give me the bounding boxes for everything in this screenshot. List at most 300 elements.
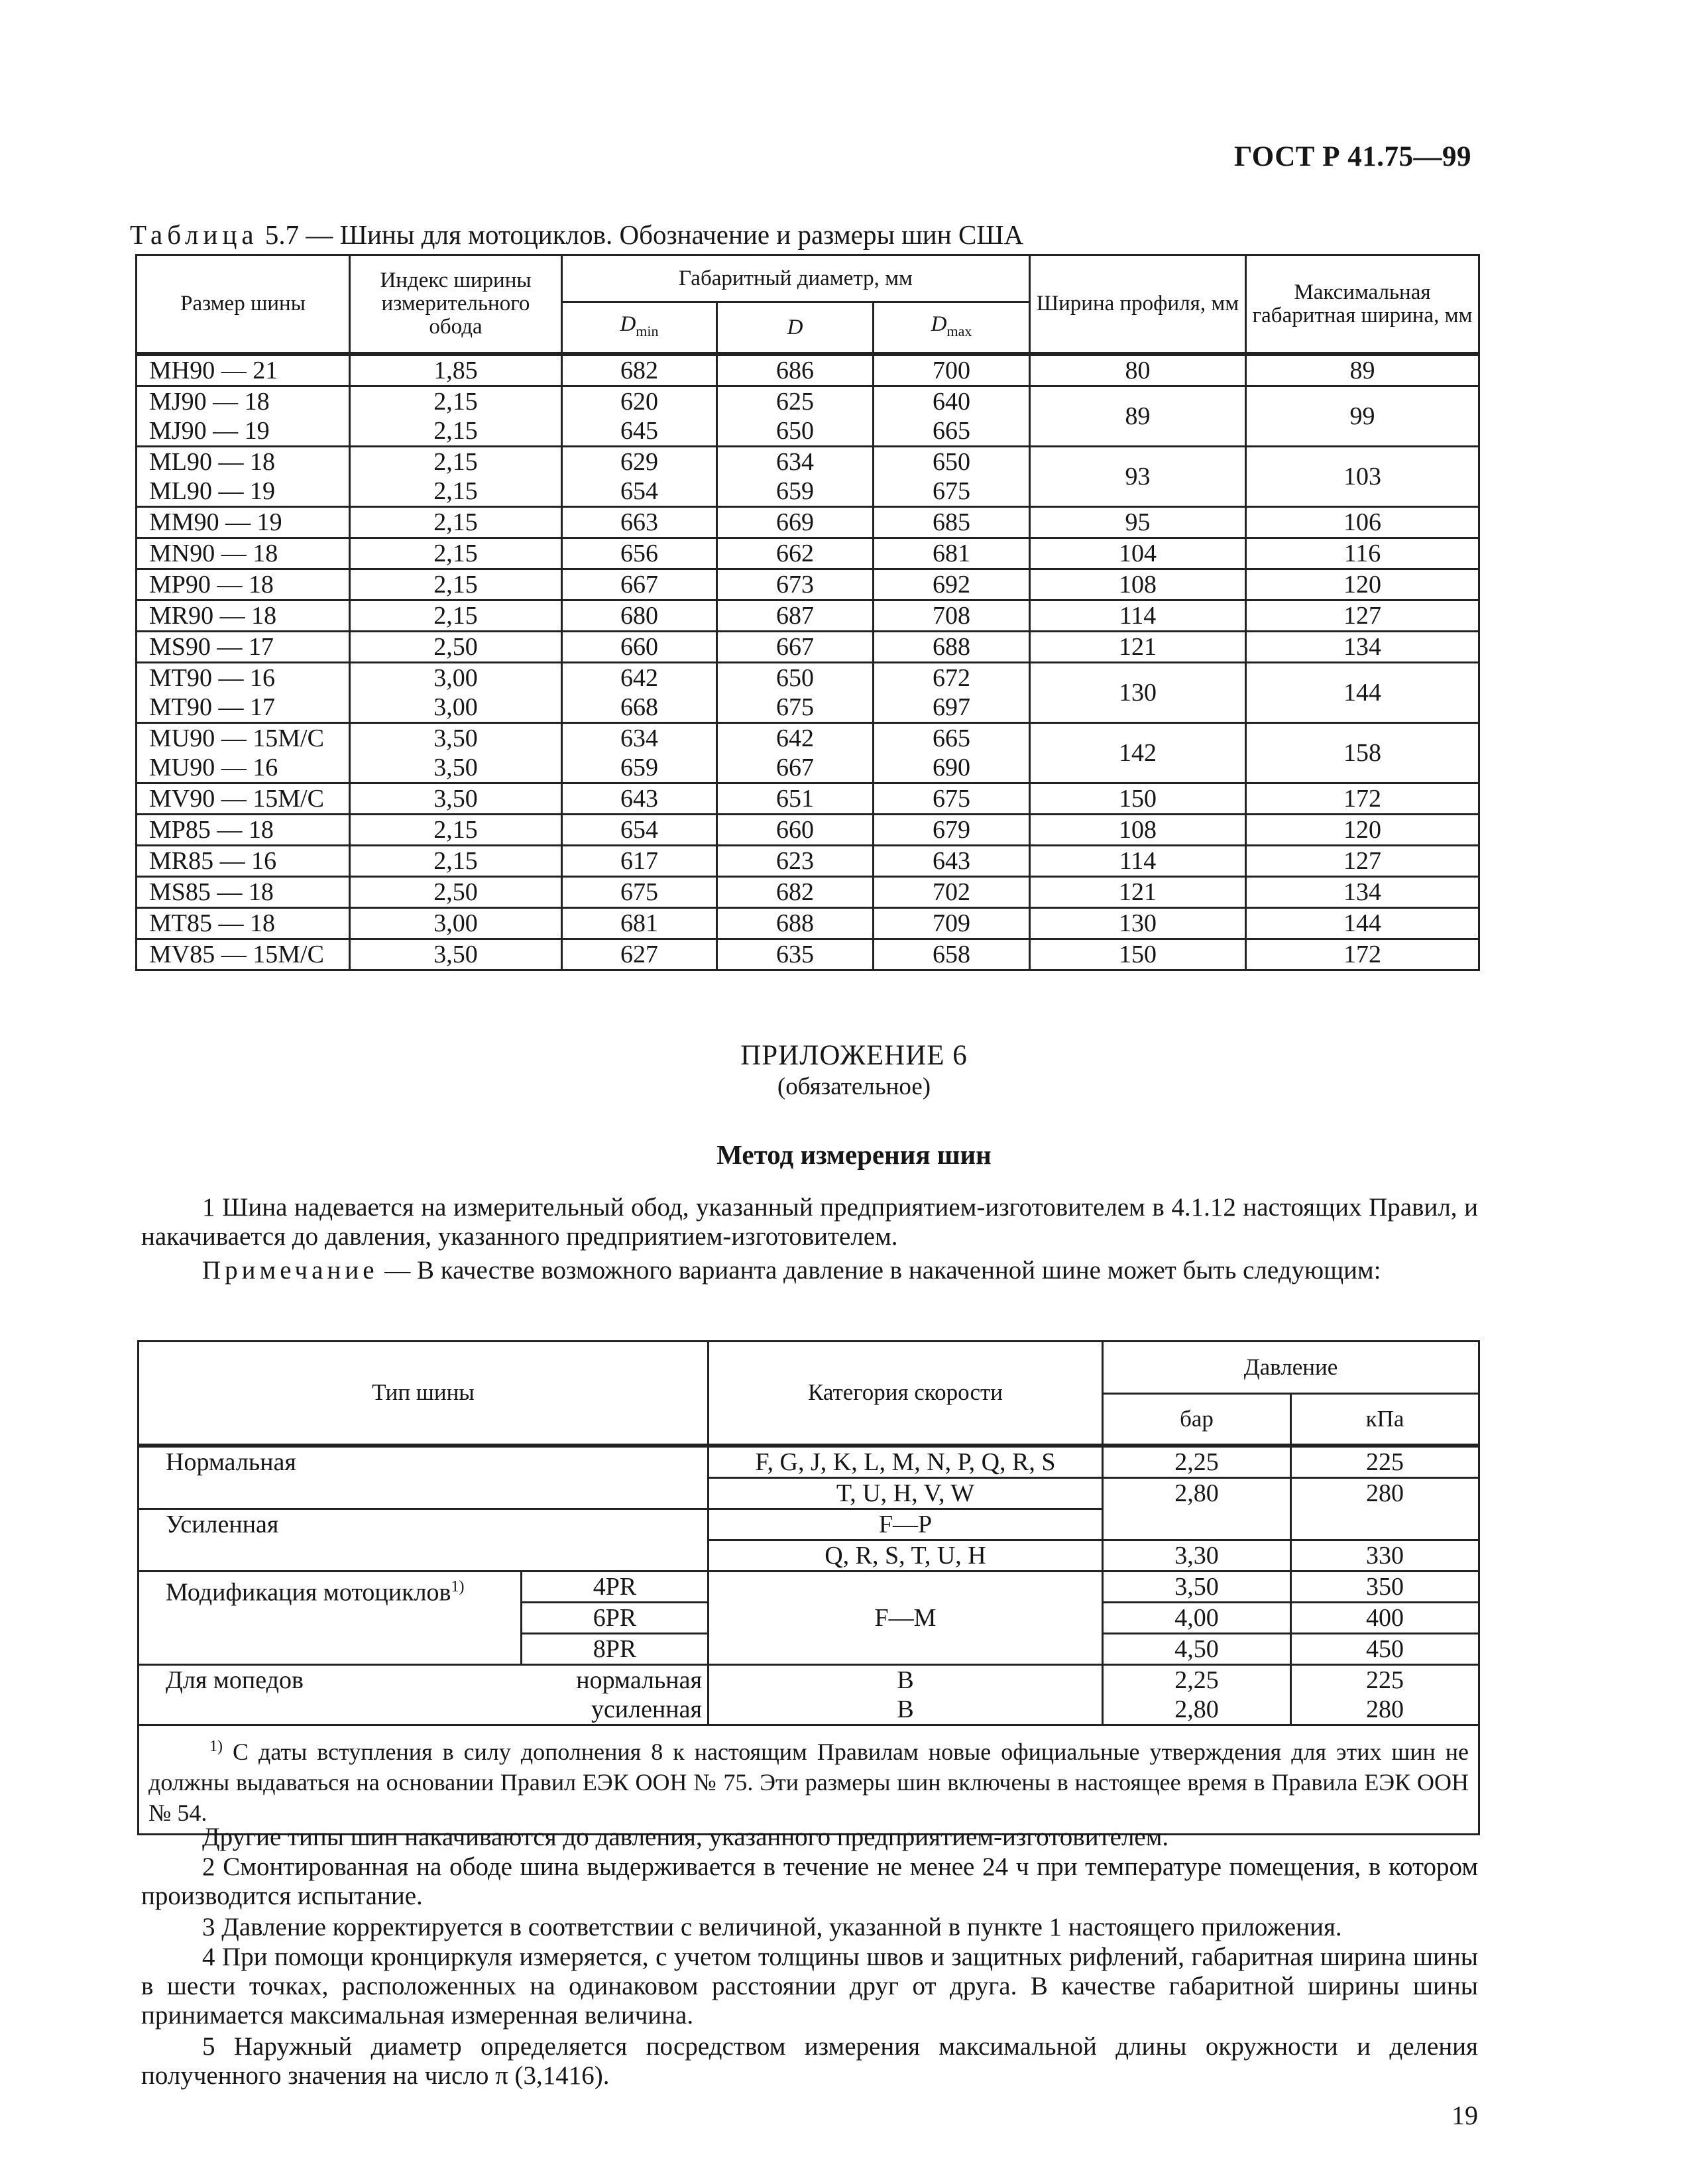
cell-dmax <box>874 939 1030 970</box>
cell-max-width: 106 <box>1246 507 1479 538</box>
cell-size <box>137 601 350 632</box>
table-row <box>137 663 1479 723</box>
cell-rim-index <box>350 507 562 538</box>
cell-dmax-line: 700 <box>933 357 970 384</box>
cell-size-line: MU90 — 16 <box>149 754 278 781</box>
reinforced-cat-2: Q, R, S, T, U, H <box>709 1540 1103 1571</box>
cell-dmin-line: 629 <box>620 448 658 476</box>
cell-d <box>717 538 874 569</box>
cell-rim-index <box>350 723 562 783</box>
cell-dmin <box>562 507 717 538</box>
cell-rim-index <box>350 663 562 723</box>
table-row <box>137 632 1479 663</box>
col-pressure: Давление <box>1103 1342 1479 1394</box>
cell-dmin <box>562 538 717 569</box>
cell-size-line: MJ90 — 19 <box>149 417 270 445</box>
cell-dmin-line: 668 <box>620 693 658 721</box>
cell-size <box>137 939 350 970</box>
table-row <box>137 507 1479 538</box>
table-row <box>137 783 1479 815</box>
cell-rim-index-line: 2,15 <box>433 816 478 844</box>
cell-d <box>717 569 874 601</box>
cell-profile-width: 114 <box>1030 846 1246 877</box>
cell-dmin <box>562 783 717 815</box>
cell-dmin-line: 660 <box>620 633 658 661</box>
cell-dmax-line: 643 <box>933 847 970 875</box>
cell-size <box>137 908 350 939</box>
pressure-table <box>137 1340 1480 1835</box>
cell-profile-width: 114 <box>1030 601 1246 632</box>
cell-dmin-line: 656 <box>620 540 658 567</box>
cell-d <box>717 354 874 386</box>
cell-rim-index-line: 3,50 <box>433 754 478 781</box>
cell-d <box>717 632 874 663</box>
moto-kpa-8: 450 <box>1291 1633 1479 1664</box>
cell-size <box>137 877 350 908</box>
cell-profile-width: 150 <box>1030 783 1246 815</box>
cell-max-width: 172 <box>1246 939 1479 970</box>
cell-d <box>717 663 874 723</box>
dmax-sub: max <box>946 322 972 339</box>
moto-pr-6: 6PR <box>522 1602 709 1633</box>
moto-kpa-4: 350 <box>1291 1571 1479 1602</box>
cell-profile-width: 130 <box>1030 908 1246 939</box>
cell-size-line: MH90 — 21 <box>149 357 278 384</box>
cell-size-line: MN90 — 18 <box>149 540 278 567</box>
cell-size-line: MV90 — 15M/C <box>149 785 324 813</box>
cell-dmin-line: 681 <box>620 909 658 937</box>
cell-rim-index-line: 2,50 <box>433 633 478 661</box>
cell-dmin-line: 663 <box>620 508 658 536</box>
cell-dmin-line: 620 <box>620 388 658 416</box>
cell-d-line: 667 <box>776 754 814 781</box>
page-number: 19 <box>1452 2100 1478 2130</box>
dmin-sub: min <box>636 322 659 339</box>
cell-dmax <box>874 908 1030 939</box>
cell-rim-index-line: 2,15 <box>433 388 478 416</box>
cell-d-line: 634 <box>776 448 814 476</box>
moped-bar-reinforced: 2,80 <box>1103 1695 1291 1725</box>
paragraph-4-text: 4 При помощи кронциркуля измеряется, с учетом толщины швов и защитных рифлений, габаритная ширина шины в шести точках, расположенных на одинаковом расстоянии друг от друга. В качестве габаритной ширины шины принимается максимальная измеренная величина. <box>141 1943 1478 2030</box>
cell-d-line: 659 <box>776 477 814 505</box>
table-row <box>137 386 1479 447</box>
col-size: Размер шины <box>137 255 350 355</box>
note-label: Примечание <box>202 1256 378 1285</box>
cell-size-line: MJ90 — 18 <box>149 388 270 416</box>
moped-sub-normal: нормальная <box>522 1664 709 1695</box>
cell-d <box>717 447 874 507</box>
reinforced-cat-1: F—P <box>709 1509 1103 1540</box>
cell-dmin <box>562 939 717 970</box>
cell-dmax <box>874 663 1030 723</box>
cell-d <box>717 783 874 815</box>
cell-size-line: MT90 — 17 <box>149 693 275 721</box>
moto-kpa-6: 400 <box>1291 1602 1479 1633</box>
cell-max-width: 116 <box>1246 538 1479 569</box>
paragraph-other <box>141 1823 1478 1852</box>
cell-profile-width: 121 <box>1030 632 1246 663</box>
cell-size <box>137 846 350 877</box>
cell-dmax-line: 702 <box>933 878 970 906</box>
type-reinforced: Усиленная <box>139 1509 709 1540</box>
cell-dmin-line: 627 <box>620 941 658 968</box>
cell-d <box>717 601 874 632</box>
cell-max-width: 127 <box>1246 601 1479 632</box>
note <box>141 1256 1478 1285</box>
col-rim-index: Индекс ширины измерительного обода <box>350 255 562 355</box>
appendix-subtitle: (обязательное) <box>777 1073 931 1100</box>
cell-dmax <box>874 538 1030 569</box>
cell-size-line: ML90 — 18 <box>149 448 275 476</box>
cell-max-width: 99 <box>1246 386 1479 447</box>
cell-dmax <box>874 601 1030 632</box>
cell-d <box>717 507 874 538</box>
col-dmin <box>562 302 717 355</box>
dmin-letter: D <box>620 312 636 336</box>
cell-rim-index-line: 3,50 <box>433 785 478 813</box>
cell-d <box>717 723 874 783</box>
normal-kpa-1: 225 <box>1291 1446 1479 1478</box>
cell-max-width: 103 <box>1246 447 1479 507</box>
cell-rim-index-line: 3,50 <box>433 941 478 968</box>
reinforced-bar: 3,30 <box>1103 1540 1291 1571</box>
col-bar: бар <box>1103 1394 1291 1446</box>
cell-dmin <box>562 569 717 601</box>
cell-d-line: 675 <box>776 693 814 721</box>
moto-pr-8: 8PR <box>522 1633 709 1664</box>
cell-dmin <box>562 908 717 939</box>
appendix-heading: Метод измерения шин <box>716 1139 992 1170</box>
type-moped: Для мопедов <box>139 1664 522 1695</box>
cell-dmin-line: 682 <box>620 357 658 384</box>
cell-max-width: 144 <box>1246 663 1479 723</box>
table-row <box>137 846 1479 877</box>
cell-rim-index <box>350 908 562 939</box>
col-speed-category: Категория скорости <box>709 1342 1103 1446</box>
paragraph-1-text: 1 Шина надевается на измерительный обод, указанный предприятием-изготовителем в 4.1.12 настоящих Правил, и накачивается до давления, указанного предприятием-изготовителем. <box>141 1193 1478 1251</box>
cell-d-line: 635 <box>776 941 814 968</box>
cell-size-line: MU90 — 15M/C <box>149 724 324 752</box>
cell-dmax <box>874 723 1030 783</box>
cell-size <box>137 632 350 663</box>
cell-size <box>137 783 350 815</box>
table-row <box>137 815 1479 846</box>
moped-bar-normal: 2,25 <box>1103 1664 1291 1695</box>
moto-bar-4: 3,50 <box>1103 1571 1291 1602</box>
cell-dmax <box>874 569 1030 601</box>
cell-rim-index-line: 2,50 <box>433 878 478 906</box>
cell-rim-index-line: 2,15 <box>433 847 478 875</box>
cell-dmin <box>562 632 717 663</box>
cell-rim-index-line: 3,00 <box>433 664 478 692</box>
cell-size <box>137 447 350 507</box>
cell-dmin-line: 654 <box>620 816 658 844</box>
cell-dmax-line: 658 <box>933 941 970 968</box>
cell-rim-index-line: 2,15 <box>433 448 478 476</box>
cell-max-width: 144 <box>1246 908 1479 939</box>
cell-dmax <box>874 386 1030 447</box>
cell-profile-width: 150 <box>1030 939 1246 970</box>
cell-max-width: 134 <box>1246 877 1479 908</box>
paragraph-3 <box>141 1913 1478 1942</box>
moped-kpa-reinforced: 280 <box>1291 1695 1479 1725</box>
moped-sub-reinforced: усиленная <box>522 1695 709 1725</box>
cell-rim-index-line: 2,15 <box>433 602 478 630</box>
cell-rim-index-line: 1,85 <box>433 357 478 384</box>
cell-size <box>137 354 350 386</box>
standard-designation: ГОСТ Р 41.75—99 <box>1233 141 1471 172</box>
cell-profile-width: 142 <box>1030 723 1246 783</box>
cell-rim-index <box>350 783 562 815</box>
cell-d <box>717 815 874 846</box>
cell-max-width: 127 <box>1246 846 1479 877</box>
cell-profile-width: 80 <box>1030 354 1246 386</box>
moped-cat-normal: B <box>709 1664 1103 1695</box>
cell-rim-index-line: 2,15 <box>433 417 478 445</box>
cell-dmax-line: 675 <box>933 477 970 505</box>
cell-profile-width: 121 <box>1030 877 1246 908</box>
d-letter: D <box>787 315 803 339</box>
cell-profile-width: 95 <box>1030 507 1246 538</box>
cell-d-line: 642 <box>776 724 814 752</box>
moto-pr-4: 4PR <box>522 1571 709 1602</box>
cell-dmax <box>874 632 1030 663</box>
paragraph-5 <box>141 2032 1478 2090</box>
cell-d-line: 669 <box>776 508 814 536</box>
cell-rim-index-line: 3,00 <box>433 693 478 721</box>
col-tire-type: Тип шины <box>139 1342 709 1446</box>
cell-rim-index <box>350 877 562 908</box>
cell-dmax-line: 697 <box>933 693 970 721</box>
cell-d-line: 673 <box>776 571 814 599</box>
cell-dmax-line: 681 <box>933 540 970 567</box>
normal-kpa-2: 280 <box>1291 1477 1479 1540</box>
cell-rim-index-line: 2,15 <box>433 508 478 536</box>
cell-profile-width: 104 <box>1030 538 1246 569</box>
cell-max-width: 120 <box>1246 569 1479 601</box>
cell-dmax <box>874 815 1030 846</box>
cell-rim-index <box>350 632 562 663</box>
cell-size-line: MR90 — 18 <box>149 602 277 630</box>
type-normal: Нормальная <box>139 1446 709 1478</box>
col-max-width: Максимальная габаритная ширина, мм <box>1246 255 1479 355</box>
cell-size-line: MR85 — 16 <box>149 847 277 875</box>
table-row <box>137 538 1479 569</box>
cell-dmin-line: 643 <box>620 785 658 813</box>
cell-dmin-line: 617 <box>620 847 658 875</box>
paragraph-other-text: Другие типы шин накачиваются до давления, указанного предприятием-изготовителем. <box>202 1823 1169 1851</box>
cell-d-line: 667 <box>776 633 814 661</box>
footnote-text: С даты вступления в силу дополнения 8 к настоящим Правилам новые официальные утверждения для этих шин не должны выдаваться на основании Правил ЕЭК ООН № 75. Эти размеры шин включены в настоящее время в Правила ЕЭК ООН № 54. <box>148 1738 1469 1826</box>
cell-dmax-line: 650 <box>933 448 970 476</box>
paragraph-4 <box>141 1943 1478 2030</box>
cell-dmax-line: 675 <box>933 785 970 813</box>
cell-dmin-line: 675 <box>620 878 658 906</box>
cell-rim-index <box>350 939 562 970</box>
footnote <box>139 1725 1479 1834</box>
table-row <box>137 447 1479 507</box>
cell-rim-index <box>350 846 562 877</box>
table-row <box>137 569 1479 601</box>
caption-label: Таблица <box>130 219 258 250</box>
cell-d-line: 623 <box>776 847 814 875</box>
paragraph-2 <box>141 1853 1478 1911</box>
cell-max-width: 89 <box>1246 354 1479 386</box>
cell-dmin <box>562 601 717 632</box>
cell-dmax <box>874 846 1030 877</box>
moto-footnote-ref: 1) <box>451 1577 465 1595</box>
table-row <box>137 877 1479 908</box>
paragraph-2-text: 2 Смонтированная на ободе шина выдерживается в течение не менее 24 ч при температуре помещения, в котором производится испытание. <box>141 1853 1478 1910</box>
cell-dmax <box>874 783 1030 815</box>
cell-size <box>137 815 350 846</box>
col-diameter: Габаритный диаметр, мм <box>562 255 1030 302</box>
cell-d <box>717 908 874 939</box>
cell-profile-width: 130 <box>1030 663 1246 723</box>
cell-rim-index <box>350 815 562 846</box>
cell-d <box>717 939 874 970</box>
cell-dmin <box>562 877 717 908</box>
cell-d-line: 625 <box>776 388 814 416</box>
cell-dmin <box>562 354 717 386</box>
cell-size-line: MS90 — 17 <box>149 633 274 661</box>
col-dmax <box>874 302 1030 355</box>
cell-rim-index <box>350 386 562 447</box>
cell-dmin <box>562 723 717 783</box>
cell-d-line: 682 <box>776 878 814 906</box>
cell-d-line: 686 <box>776 357 814 384</box>
table-caption <box>130 219 1023 251</box>
cell-dmin-line: 667 <box>620 571 658 599</box>
moto-bar-6: 4,00 <box>1103 1602 1291 1633</box>
cell-profile-width: 108 <box>1030 569 1246 601</box>
cell-size-line: MM90 — 19 <box>149 508 282 536</box>
reinforced-kpa: 330 <box>1291 1540 1479 1571</box>
cell-profile-width: 93 <box>1030 447 1246 507</box>
cell-max-width: 158 <box>1246 723 1479 783</box>
cell-size-line: ML90 — 19 <box>149 477 275 505</box>
cell-d-line: 662 <box>776 540 814 567</box>
cell-rim-index-line: 2,15 <box>433 477 478 505</box>
cell-dmax-line: 708 <box>933 602 970 630</box>
cell-dmax-line: 690 <box>933 754 970 781</box>
normal-cat-2: T, U, H, V, W <box>709 1477 1103 1509</box>
cell-dmin-line: 659 <box>620 754 658 781</box>
cell-dmax-line: 679 <box>933 816 970 844</box>
cell-dmax-line: 640 <box>933 388 970 416</box>
cell-size-line: MT90 — 16 <box>149 664 275 692</box>
table-row <box>137 354 1479 386</box>
cell-dmax-line: 692 <box>933 571 970 599</box>
cell-dmin <box>562 846 717 877</box>
cell-profile-width: 89 <box>1030 386 1246 447</box>
normal-bar-1: 2,25 <box>1103 1446 1291 1478</box>
cell-rim-index <box>350 601 562 632</box>
table-row <box>137 939 1479 970</box>
cell-rim-index <box>350 538 562 569</box>
cell-max-width: 172 <box>1246 783 1479 815</box>
cell-dmin <box>562 386 717 447</box>
cell-size <box>137 538 350 569</box>
cell-d <box>717 846 874 877</box>
cell-size <box>137 507 350 538</box>
cell-dmin-line: 642 <box>620 664 658 692</box>
cell-size <box>137 723 350 783</box>
cell-size-line: MS85 — 18 <box>149 878 274 906</box>
cell-dmax-line: 672 <box>933 664 970 692</box>
cell-dmax-line: 709 <box>933 909 970 937</box>
cell-dmax <box>874 877 1030 908</box>
cell-d-line: 688 <box>776 909 814 937</box>
table-row <box>137 908 1479 939</box>
type-moto <box>139 1571 522 1664</box>
note-text: — В качестве возможного варианта давление в накаченной шине может быть следующим: <box>384 1256 1381 1285</box>
paragraph-5-text: 5 Наружный диаметр определяется посредством измерения максимальной длины окружности и деления полученного значения на число π (3,1416). <box>141 2032 1478 2090</box>
cell-dmax <box>874 507 1030 538</box>
normal-bar-2: 2,80 <box>1103 1477 1291 1540</box>
cell-dmax-line: 665 <box>933 724 970 752</box>
cell-dmin <box>562 815 717 846</box>
cell-d-line: 660 <box>776 816 814 844</box>
appendix-title: ПРИЛОЖЕНИЕ 6 <box>740 1040 968 1071</box>
moped-cat-reinforced: B <box>709 1695 1103 1725</box>
cell-size-line: MP90 — 18 <box>149 571 274 599</box>
cell-dmin <box>562 663 717 723</box>
cell-d-line: 651 <box>776 785 814 813</box>
table-row <box>137 723 1479 783</box>
cell-rim-index-line: 2,15 <box>433 540 478 567</box>
cell-rim-index-line: 3,50 <box>433 724 478 752</box>
moto-cat: F—M <box>709 1571 1103 1664</box>
cell-d-line: 650 <box>776 417 814 445</box>
caption-text: 5.7 — Шины для мотоциклов. Обозначение и размеры шин США <box>264 219 1024 250</box>
cell-dmin-line: 654 <box>620 477 658 505</box>
cell-rim-index <box>350 569 562 601</box>
cell-max-width: 134 <box>1246 632 1479 663</box>
moto-label: Модификация мотоциклов <box>166 1578 451 1607</box>
cell-size <box>137 663 350 723</box>
cell-max-width: 120 <box>1246 815 1479 846</box>
cell-size <box>137 386 350 447</box>
cell-d <box>717 386 874 447</box>
paragraph-3-text: 3 Давление корректируется в соответствии с величиной, указанной в пункте 1 настоящего приложения. <box>202 1913 1342 1941</box>
cell-dmax-line: 688 <box>933 633 970 661</box>
table-row <box>137 601 1479 632</box>
cell-dmin-line: 680 <box>620 602 658 630</box>
dmax-letter: D <box>931 312 947 336</box>
cell-dmax <box>874 354 1030 386</box>
footnote-mark: 1) <box>209 1737 223 1755</box>
tire-dimensions-body <box>137 354 1479 970</box>
cell-dmax <box>874 447 1030 507</box>
cell-rim-index-line: 2,15 <box>433 571 478 599</box>
cell-dmin-line: 634 <box>620 724 658 752</box>
cell-size-line: MT85 — 18 <box>149 909 275 937</box>
tire-dimensions-table <box>135 254 1480 971</box>
cell-size-line: MV85 — 15M/C <box>149 941 324 968</box>
cell-dmax-line: 665 <box>933 417 970 445</box>
cell-size-line: MP85 — 18 <box>149 816 274 844</box>
cell-d-line: 687 <box>776 602 814 630</box>
cell-rim-index <box>350 447 562 507</box>
moped-kpa-normal: 225 <box>1291 1664 1479 1695</box>
col-profile-width: Ширина профиля, мм <box>1030 255 1246 355</box>
moto-bar-8: 4,50 <box>1103 1633 1291 1664</box>
cell-d <box>717 877 874 908</box>
cell-size <box>137 569 350 601</box>
cell-profile-width: 108 <box>1030 815 1246 846</box>
paragraph-1 <box>141 1193 1478 1251</box>
